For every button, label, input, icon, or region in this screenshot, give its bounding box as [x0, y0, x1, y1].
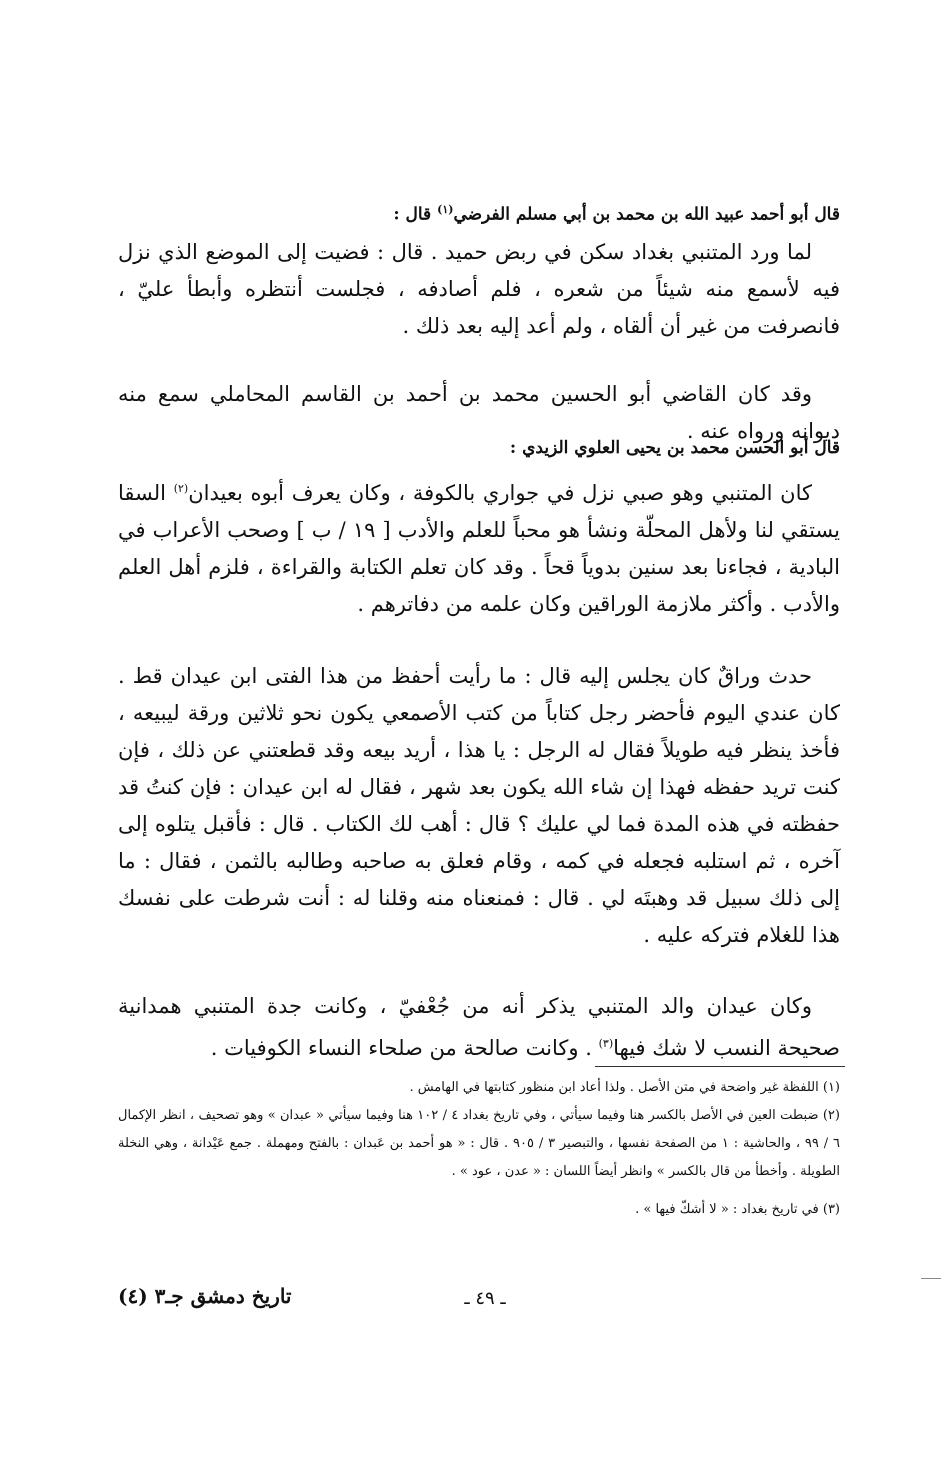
page-number: ـ ٤٩ ـ [464, 1288, 506, 1309]
paragraph-3-end: السقا يستقي لنا ولأهل المحلّة ونشأ هو محباً للعلم والأدب [ ١٩ / ب ] وصحب الأعراب في البادية ، فجاءنا بعد سنين بدوياً قحاً . وقد كان تعلم الكتابة والقراءة ، فلزم أهل العلم والأدب . وأكثر ملازمة الوراقين وكان علمه من دفاترهم . [118, 481, 841, 616]
heading-1-end: قال : [393, 204, 438, 225]
heading-1-text: قال أبو أحمد عبيد الله بن محمد بن أبي مسلم الفرضي [453, 204, 840, 225]
scan-edge-mark [921, 1278, 941, 1279]
footnote-divider [595, 1066, 845, 1067]
paragraph-4-text: حدث وراقٌ كان يجلس إليه قال : ما رأيت أحفظ من هذا الفتى ابن عيدان قط . كان عندي اليوم فأحضر رجل كتاباً من كتب الأصمعي يكون نحو ثلاثين ورقة ليبيعه ، فأخذ ينظر فيه طويلاً فقال له الرجل : يا هذا ، أريد بيعه وقد قطعتني عن ذلك ، فإن كنت تريد حفظه فهذا إن شاء الله يكون بعد شهر ، فقال له ابن عيدان : فإن كنتُ قد حفظته في هذه المدة فما لي عليك ؟ قال : أهب لك الكتاب . قال : فأقبل يتلوه إلى آخره ، ثم استلبه فجعله في كمه ، وقام فعلق به صاحبه وطالبه بالثمن ، فقال : ما إلى ذلك سبيل قد وهبتَه لي . قال : فمنعناه منه وقلنا له : أنت شرطت على نفسك هذا للغلام فتركه عليه . [118, 664, 840, 947]
paragraph-3-start: كان المتنبي وهو صبي نزل في جواري بالكوفة ، وكان يعرف أبوه بعيدان [188, 481, 812, 505]
paragraph-1-text: لما ورد المتنبي بغداد سكن في ربض حميد . قال : فضيت إلى الموضع الذي نزل فيه لأسمع منه شيئاً من شعره ، فلم أصادفه ، فجلست أنتظره وأبطأ عليّ ، فانصرفت من غير أن ألقاه ، ولم أعد إليه بعد ذلك . [118, 240, 840, 338]
heading-2-text: قال أبو الحسن محمد بن يحيى العلوي الزيدي : [509, 438, 840, 458]
paragraph-5-start: وكان عيدان والد المتنبي يذكر أنه من جُعْفيّ ، وكانت جدة المتنبي همدانية صحيحة النسب لا شك فيها [118, 994, 840, 1060]
paragraph-3 [118, 470, 840, 623]
section-heading-2 [120, 436, 840, 460]
footnote-2: (٢) ضبطت العين في الأصل بالكسر هنا وفيما سيأتي ، وفي تاريخ بغداد ٤ / ١٠٢ هنا وفيما سيأتي « عبدان » وهو تصحيف ، انظر الإكمال ٦ / ٩٩ ، والحاشية : ١ من الصفحة نفسها ، والتبصير ٣ / ٩٠٥ . قال : « هو أحمد بن عَبدان : بالفتح ومهملة . جمع عَيْدانة ، وهي النخلة الطويلة . وأخطأ من قال بالكسر » وانظر أيضاً اللسان : « عدن ، عود » . [118, 1108, 840, 1179]
book-title-footer: تاريخ دمشق جـ٣ (٤) [118, 1284, 292, 1308]
footnote-ref-3: (٣) [598, 1037, 614, 1050]
footnote-ref-1: (١) [437, 203, 454, 216]
footnote-ref-2: (٢) [173, 482, 189, 495]
paragraph-2-text: وقد كان القاضي أبو الحسين محمد بن أحمد بن القاسم المحاملي سمع منه ديوانه ورواه عنه . [118, 382, 840, 443]
paragraph-5 [118, 988, 840, 1067]
section-heading-1 [120, 198, 840, 227]
paragraph-1 [118, 234, 840, 345]
footnote-1: (١) اللفظة غير واضحة في متن الأصل . ولذا أعاد ابن منظور كتابتها في الهامش . [409, 1080, 840, 1095]
footnotes-block [118, 1074, 840, 1224]
footnote-3: (٣) في تاريخ بغداد : « لا أشكّ فيها » . [635, 1202, 840, 1217]
paragraph-5-end: . وكانت صالحة من صلحاء النساء الكوفيات . [210, 1036, 599, 1060]
paragraph-4 [118, 658, 840, 954]
